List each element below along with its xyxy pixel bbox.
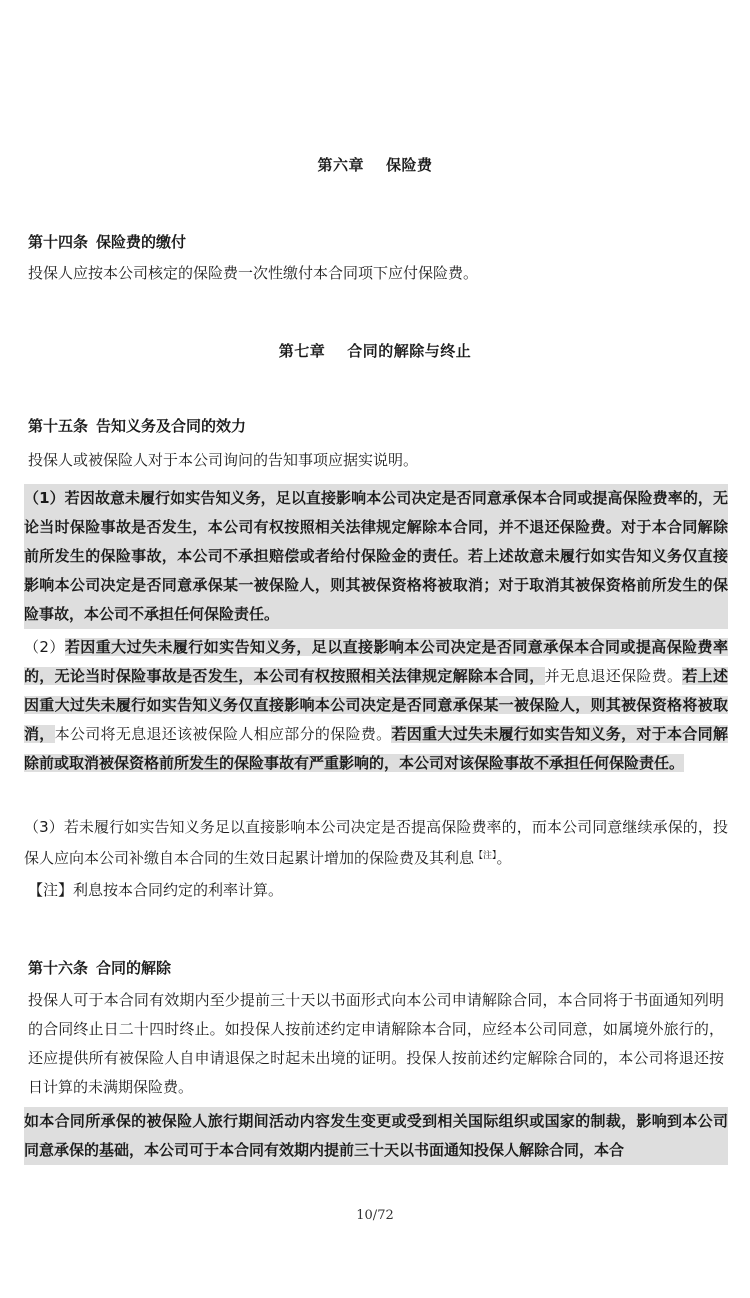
clause-2-part-3: 若上述因重大过失未履行如实告知义务仅直接影响本公司决定是否同意承保某一被保险人，则其被保资格将被取消，	[24, 667, 728, 743]
article-14-body: 投保人应按本公司核定的保险费一次性缴付本合同项下应付保险费。	[28, 264, 479, 282]
article-15-clause-2	[24, 633, 728, 778]
chapter-7-heading	[0, 340, 750, 361]
clause-2-number: （2）	[24, 638, 65, 656]
article-15-clause-1: （1）若因故意未履行如实告知义务，足以直接影响本公司决定是否同意承保本合同或提高保险费率的，无论当时保险事故是否发生，本公司有权按照相关法律规定解除本合同，并不退还保险费。对于本合同解除前所发生的保险事故，本公司不承担赔偿或者给付保险金的责任。若上述故意未履行如实告知义务仅直接影响本公司决定是否同意承保某一被保险人，则其被保资格将被取消；对于取消其被保资格前所发生的保险事故，本公司不承担任何保险责任。	[24, 484, 728, 629]
chapter-7-title: 合同的解除与终止	[347, 342, 472, 360]
page-number: 10/72	[356, 1208, 394, 1223]
article-15-title: 告知义务及合同的效力	[96, 417, 247, 435]
article-14-title: 保险费的缴付	[96, 233, 187, 251]
article-15-intro: 投保人或被保险人对于本公司询问的告知事项应据实说明。	[28, 451, 419, 469]
chapter-6-number: 第六章	[317, 156, 364, 174]
chapter-6-title: 保险费	[386, 156, 433, 174]
article-16-heading	[28, 957, 171, 978]
article-16-number: 第十六条	[28, 959, 89, 977]
chapter-6-heading	[0, 154, 750, 175]
clause-2-part-5: 若因重大过失未履行如实告知义务，对于本合同解除前或取消被保资格前所发生的保险事故有严重影响的，本公司对该保险事故不承担任何保险责任。	[24, 725, 728, 772]
clause-2-part-1: 若因重大过失未履行如实告知义务，足以直接影响本公司决定是否同意承保本合同或提高保险费率的，无论当时保险事故是否发生，本公司有权按照相关法律规定解除本合同，	[24, 638, 728, 685]
article-16-title: 合同的解除	[96, 959, 172, 977]
article-16-paragraph-1: 投保人可于本合同有效期内至少提前三十天以书面形式向本公司申请解除合同，本合同将于书面通知列明的合同终止日二十四时终止。如投保人按前述约定申请解除本合同，应经本公司同意，如属境外旅行的，还应提供所有被保险人自申请退保之时起未出境的证明。投保人按前述约定解除合同的，本公司将退还按日计算的未满期保险费。	[28, 991, 724, 1096]
article-14-number: 第十四条	[28, 233, 89, 251]
clause-3-note-ref: 【注】	[474, 851, 497, 861]
article-16-paragraph-2: 如本合同所承保的被保险人旅行期间活动内容发生变更或受到相关国际组织或国家的制裁，影响到本公司同意承保的基础，本公司可于本合同有效期内提前三十天以书面通知投保人解除合同，本合	[24, 1107, 728, 1165]
clause-3-text: （3）若未履行如实告知义务足以直接影响本公司决定是否提高保险费率的，而本公司同意继续承保的，投保人应向本公司补缴自本合同的生效日起累计增加的保险费及其利息	[24, 818, 728, 867]
chapter-7-number: 第七章	[278, 342, 326, 360]
clause-2-part-4: 本公司将无息退还该被保险人相应部分的保险费。	[54, 725, 392, 743]
article-15-clause-3	[24, 813, 728, 873]
clause-3-end: 。	[496, 849, 512, 867]
article-15-heading	[28, 415, 246, 436]
clause-2-part-2: 并无息退还保险费。	[544, 667, 683, 685]
article-15-number: 第十五条	[28, 417, 89, 435]
article-14-heading	[28, 231, 186, 252]
article-15-note: 【注】利息按本合同约定的利率计算。	[28, 881, 284, 899]
